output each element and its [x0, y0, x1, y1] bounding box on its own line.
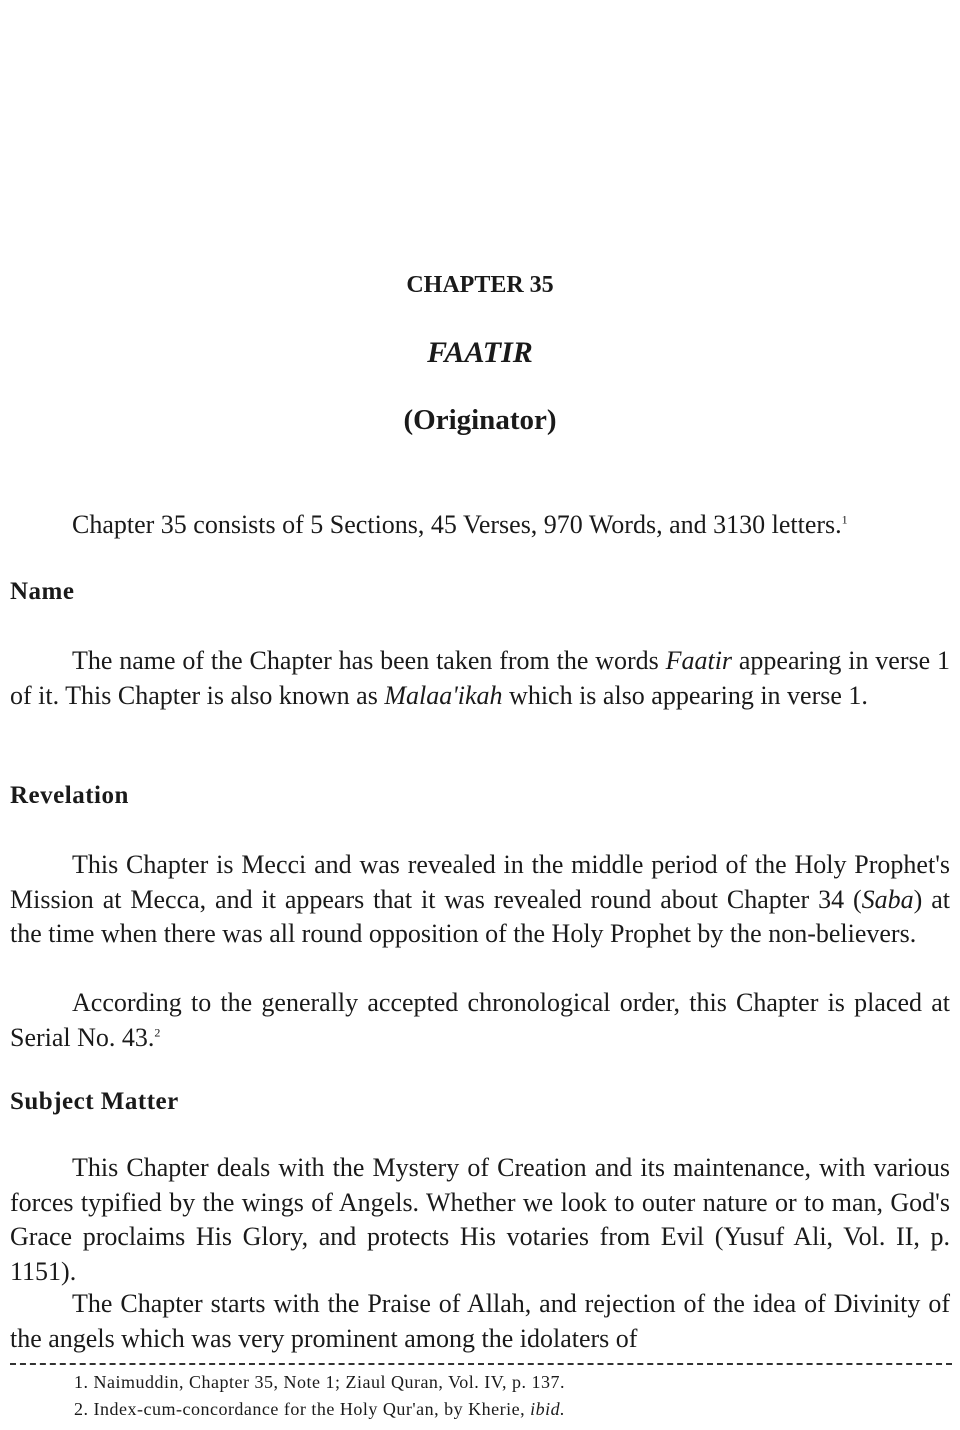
subject-paragraph-2: The Chapter starts with the Praise of Allah, and rejection of the idea of Divinity of the angels which was very prominent among the idolaters of — [10, 1289, 950, 1353]
chapter-title: FAATIR — [427, 336, 533, 369]
name-text-b: appearing in verse 1 of it. This Chapter is also known as — [10, 646, 950, 710]
footnote-2-text: 2. Index-cum-concordance for the Holy Qur'an, by Kherie, — [74, 1399, 531, 1419]
name-term-faatir: Faatir — [665, 646, 733, 675]
footnote-ref-2: 2 — [154, 1024, 161, 1039]
footnote-ref-1: 1 — [841, 512, 848, 527]
section-heading-revelation: Revelation — [10, 782, 129, 809]
chapter-label: CHAPTER 35 — [406, 272, 554, 298]
section-heading-name: Name — [10, 578, 75, 605]
section-heading-subject-matter: Subject Matter — [10, 1088, 179, 1115]
name-paragraph — [10, 644, 950, 713]
footnote-2-ibid: ibid. — [530, 1399, 566, 1419]
chapter-subtitle: (Originator) — [403, 404, 557, 436]
footnote-2 — [74, 1399, 565, 1420]
name-text-a: The name of the Chapter has been taken from the words — [72, 646, 666, 675]
intro-text: Chapter 35 consists of 5 Sections, 45 Verses, 970 Words, and 3130 letters. — [72, 510, 842, 539]
revelation-text-a: This Chapter is Mecci and was revealed in the middle period of the Holy Prophet's Mission at Mecca, and it appears that it was revealed round about Chapter 34 ( — [10, 850, 950, 914]
revelation-paragraph-2 — [10, 986, 950, 1055]
name-term-malaaikah: Malaa'ikah — [384, 680, 503, 710]
revelation-text-b: ) at the time when there was all round opposition of the Holy Prophet by the non-believers. — [10, 884, 950, 948]
intro-paragraph — [10, 508, 950, 543]
name-text-c: which is also appearing in verse 1. — [502, 680, 868, 710]
footnote-divider — [10, 1363, 952, 1365]
revelation-term-saba: Saba — [861, 884, 914, 914]
subject-paragraph-1: This Chapter deals with the Mystery of Creation and its maintenance, with various forces typified by the wings of Angels. Whether we look to outer nature or to man, God's Grace proclaims His Glory, and protects His votaries from Evil (Yusuf Ali, Vol. II, p. 1151). — [10, 1153, 950, 1286]
footnote-1: 1. Naimuddin, Chapter 35, Note 1; Ziaul Quran, Vol. IV, p. 137. — [74, 1372, 565, 1392]
revelation-paragraph-1 — [10, 848, 950, 952]
revelation-text-p2: According to the generally accepted chronological order, this Chapter is placed at Serial No. 43. — [10, 988, 950, 1052]
